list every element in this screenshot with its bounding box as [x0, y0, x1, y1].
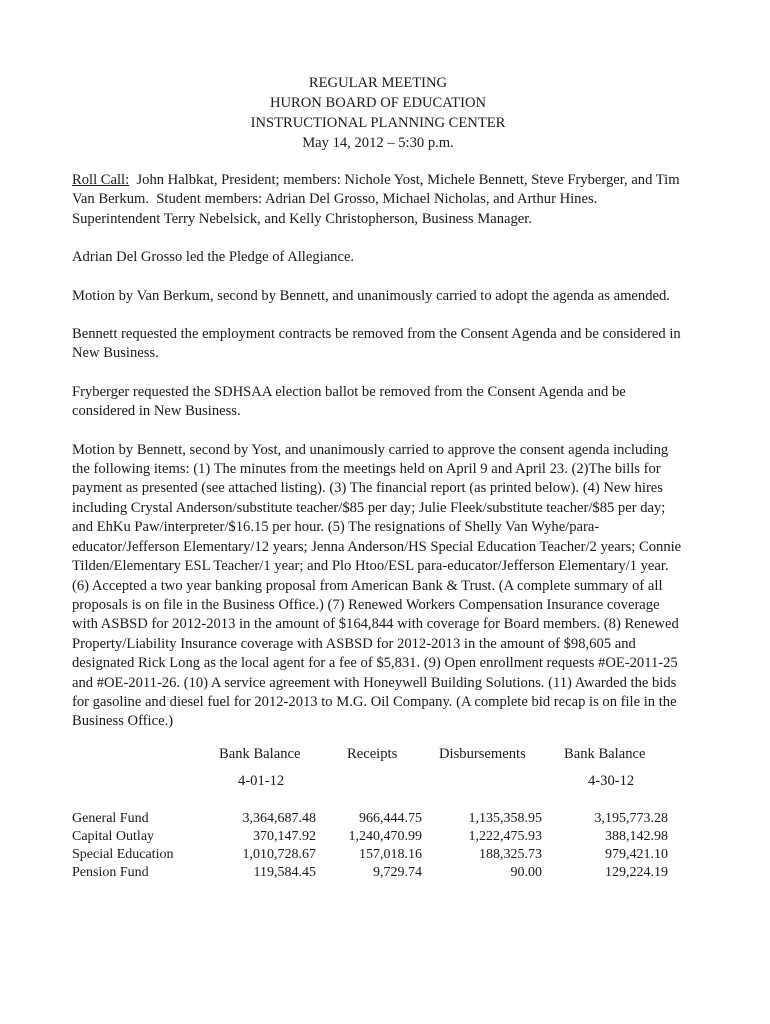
start-balance: 3,364,687.48	[242, 810, 316, 826]
agenda-motion-paragraph: Motion by Van Berkum, second by Bennett, and unanimously carried to adopt the agenda as amended.	[72, 287, 670, 304]
header-bank-balance-end: Bank Balance	[564, 745, 646, 762]
roll-call-label: Roll Call:	[72, 172, 130, 188]
sdhsaa-ballot-paragraph: Fryberger requested the SDHSAA election ballot be removed from the Consent Agenda and be considered in New Business.	[72, 383, 626, 420]
disbursements-value: 90.00	[510, 864, 542, 880]
end-balance: 388,142.98	[605, 828, 668, 844]
end-balance: 129,224.19	[605, 864, 668, 880]
start-date: 4-01-12	[238, 772, 285, 789]
disbursements-value: 1,222,475.93	[468, 828, 542, 844]
end-balance: 3,195,773.28	[594, 810, 668, 826]
financial-report-table	[72, 745, 684, 895]
document-page	[72, 73, 684, 895]
receipts-value: 157,018.16	[359, 846, 422, 862]
header-bank-balance-start: Bank Balance	[219, 745, 301, 762]
header-receipts: Receipts	[347, 745, 398, 762]
header-line-2: HURON BOARD OF EDUCATION	[269, 95, 487, 111]
roll-call-text: John Halbkat, President; members: Nichole Yost, Michele Bennett, Steve Fryberger, and Tim Van Berkum. Student members: Adrian Del Grosso, Michael Nicholas, and Arthur Hines. Superintendent Terry Nebelsick, and Kelly Christopherson, Business Manager.	[72, 172, 683, 227]
start-balance: 370,147.92	[253, 828, 316, 844]
receipts-value: 1,240,470.99	[348, 828, 422, 844]
roll-call-paragraph	[72, 171, 684, 229]
start-balance: 1,010,728.67	[242, 846, 316, 862]
receipts-value: 9,729.74	[373, 864, 422, 880]
fund-label: General Fund	[72, 810, 149, 826]
meeting-header	[72, 73, 684, 153]
pledge-paragraph: Adrian Del Grosso led the Pledge of Allegiance.	[72, 249, 355, 266]
disbursements-value: 188,325.73	[479, 846, 542, 862]
end-date: 4-30-12	[588, 772, 635, 789]
header-line-3: INSTRUCTIONAL PLANNING CENTER	[250, 115, 506, 131]
fund-label: Special Education	[72, 846, 174, 862]
header-line-4: May 14, 2012 – 5:30 p.m.	[302, 135, 454, 151]
disbursements-value: 1,135,358.95	[468, 810, 542, 826]
receipts-value: 966,444.75	[359, 810, 422, 826]
consent-agenda-paragraph: Motion by Bennett, second by Yost, and unanimously carried to approve the consent agenda including the following items: (1) The minutes from the meetings held on April 9 and April 23. (2)The bills for payment as presented (see attached listing). (3) The financial report (as printed below). (4) New hires including Crystal Anderson/substitute teacher/$85 per day; Julie Fleek/substitute teacher/$85 per day; and EhKu Paw/interpreter/$16.15 per hour. (5) The resignations of Shelly Van Wyhe/para-educator/Jefferson Elementary/12 years; Jenna Anderson/HS Special Education Teacher/2 years; Connie Tilden/Elementary ESL Teacher/1 year; and Plo Htoo/ESL para-educator/Jefferson Elementary/1 year. (6) Accepted a two year banking proposal from American Bank & Trust. (A complete summary of all proposals is on file in the Business Office.) (7) Renewed Workers Compensation Insurance coverage with ASBSD for 2012-2013 in the amount of $164,844 with coverage for Board members. (8) Renewed Property/Liability Insurance coverage with ASBSD for 2012-2013 in the amount of $98,605 and designated Rick Long as the local agent for a fee of $5,831. (9) Open enrollment requests #OE-2011-25 and #OE-2011-26. (10) A service agreement with Honeywell Building Solutions. (11) Awarded the bids for gasoline and diesel fuel for 2012-2013 to M.G. Oil Company. (A complete bid recap is on file in the Business Office.)	[72, 441, 682, 730]
end-balance: 979,421.10	[605, 846, 668, 862]
fund-label: Capital Outlay	[72, 828, 155, 844]
fund-label: Pension Fund	[72, 864, 149, 880]
start-balance: 119,584.45	[253, 864, 316, 880]
employment-contracts-paragraph: Bennett requested the employment contracts be removed from the Consent Agenda and be considered in New Business.	[72, 326, 681, 362]
header-line-1: REGULAR MEETING	[308, 75, 448, 91]
header-disbursements: Disbursements	[439, 745, 526, 762]
